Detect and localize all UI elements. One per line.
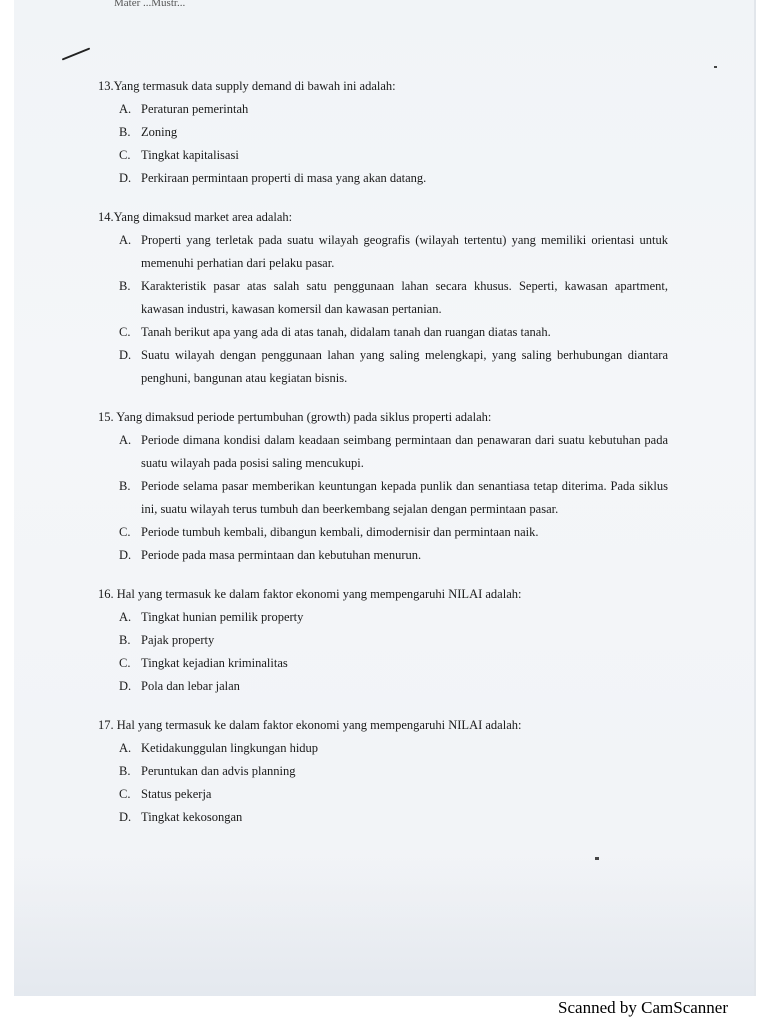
- option-a: A. Peraturan pemerintah: [119, 102, 249, 116]
- option-d: D. Periode pada masa permintaan dan kebutuhan menurun.: [119, 548, 422, 562]
- speck: [714, 66, 717, 68]
- option-d: D. Perkiraan permintaan properti di masa yang akan datang.: [119, 171, 427, 185]
- option-list: [98, 429, 668, 567]
- option-d: D. Tingkat kekosongan: [119, 810, 243, 824]
- option-b: B. Peruntukan dan advis planning: [119, 764, 296, 778]
- option-c: C. Status pekerja: [119, 787, 212, 801]
- option-a: A. Properti yang terletak pada suatu wilayah geografis (wilayah tertentu) yang memiliki orientasi untuk memenuhi perhatian dari pelaku pasar.: [119, 233, 668, 270]
- question-text: 15. Yang dimaksud periode pertumbuhan (growth) pada siklus properti adalah:: [98, 410, 492, 424]
- option-c: C. Tanah berikut apa yang ada di atas tanah, didalam tanah dan ruangan diatas tanah.: [119, 325, 551, 339]
- option-list: [98, 737, 668, 829]
- option-a: A. Ketidakunggulan lingkungan hidup: [119, 741, 319, 755]
- option-a: A. Tingkat hunian pemilik property: [119, 610, 304, 624]
- question-text: 16. Hal yang termasuk ke dalam faktor ekonomi yang mempengaruhi NILAI adalah:: [98, 587, 522, 601]
- option-a: A. Periode dimana kondisi dalam keadaan seimbang permintaan dan penawaran dari suatu kebutuhan pada suatu wilayah pada posisi saling mencukupi.: [119, 433, 668, 470]
- option-b: B. Karakteristik pasar atas salah satu penggunaan lahan secara khusus. Seperti, kawasan apartment, kawasan industri, kawasan komersil dan kawasan pertanian.: [119, 279, 668, 316]
- question-17: [98, 714, 668, 829]
- question-text: 14.Yang dimaksud market area adalah:: [98, 210, 293, 224]
- question-text: 13.Yang termasuk data supply demand di bawah ini adalah:: [98, 79, 396, 93]
- option-b: B. Pajak property: [119, 633, 215, 647]
- option-list: [98, 229, 668, 390]
- option-c: C. Tingkat kejadian kriminalitas: [119, 656, 288, 670]
- question-list: [98, 75, 668, 845]
- option-c: C. Tingkat kapitalisasi: [119, 148, 239, 162]
- question-13: [98, 75, 668, 190]
- option-b: B. Zoning: [119, 125, 178, 139]
- option-b: B. Periode selama pasar memberikan keuntungan kepada punlik dan senantiasa tetap diterima. Pada siklus ini, suatu wilayah terus tumbuh dan beerkembang sejalan dengan permintaan pasar.: [119, 479, 668, 516]
- speck: [595, 857, 599, 860]
- option-list: [98, 98, 668, 190]
- pen-mark: [62, 47, 91, 60]
- question-14: [98, 206, 668, 390]
- top-scrap-text: Mater ...Mustr...: [114, 0, 186, 8]
- question-text: 17. Hal yang termasuk ke dalam faktor ekonomi yang mempengaruhi NILAI adalah:: [98, 718, 522, 732]
- question-16: [98, 583, 668, 698]
- option-d: D. Suatu wilayah dengan penggunaan lahan yang saling melengkapi, yang saling berhubungan diantara penghuni, bangunan atau kegiatan bisnis.: [119, 348, 668, 385]
- option-d: D. Pola dan lebar jalan: [119, 679, 240, 693]
- camscanner-watermark: Scanned by CamScanner: [558, 998, 728, 1017]
- option-c: C. Periode tumbuh kembali, dibangun kembali, dimodernisir dan permintaan naik.: [119, 525, 539, 539]
- question-15: [98, 406, 668, 567]
- option-list: [98, 606, 668, 698]
